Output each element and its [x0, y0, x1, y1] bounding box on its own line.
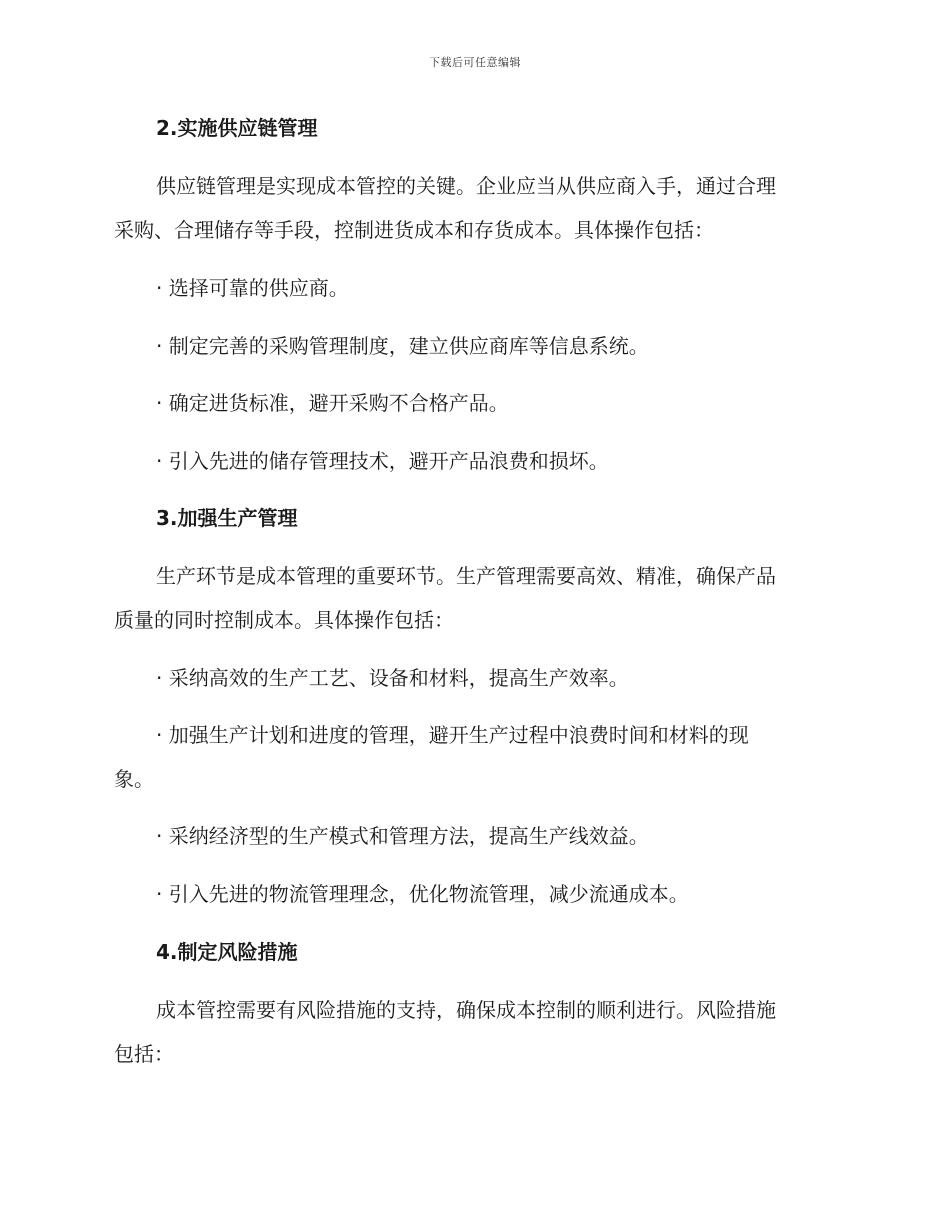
list-item: · 采纳经济型的生产模式和管理方法，提高生产线效益。	[156, 824, 649, 848]
list-item: · 采纳高效的生产工艺、设备和材料，提高生产效率。	[156, 666, 629, 690]
paragraph-line: 采购、合理储存等手段，控制进货成本和存货成本。具体操作包括：	[114, 218, 714, 242]
list-item: · 制定完善的采购管理制度，建立供应商库等信息系统。	[156, 334, 649, 358]
list-item-continuation: 象。	[114, 767, 154, 791]
section-heading: 4.制定风险措施	[156, 940, 298, 964]
list-item: · 确定进货标准，避开采购不合格产品。	[156, 391, 509, 415]
paragraph-line: 包括：	[114, 1042, 174, 1066]
page-header: 下载后可任意编辑	[429, 56, 521, 69]
paragraph-line: 成本管控需要有风险措施的支持，确保成本控制的顺利进行。风险措施	[156, 998, 776, 1022]
paragraph-line: 质量的同时控制成本。具体操作包括：	[114, 608, 454, 632]
list-item: · 加强生产计划和进度的管理，避开生产过程中浪费时间和材料的现	[156, 723, 749, 747]
section-heading: 2.实施供应链管理	[156, 116, 318, 140]
paragraph-line: 供应链管理是实现成本管控的关键。企业应当从供应商入手，通过合理	[156, 174, 776, 198]
paragraph-line: 生产环节是成本管理的重要环节。生产管理需要高效、精准，确保产品	[156, 564, 776, 588]
section-heading: 3.加强生产管理	[156, 506, 298, 530]
list-item: · 引入先进的物流管理理念，优化物流管理，减少流通成本。	[156, 882, 689, 906]
list-item: · 引入先进的储存管理技术，避开产品浪费和损坏。	[156, 449, 609, 473]
list-item: · 选择可靠的供应商。	[156, 276, 349, 300]
